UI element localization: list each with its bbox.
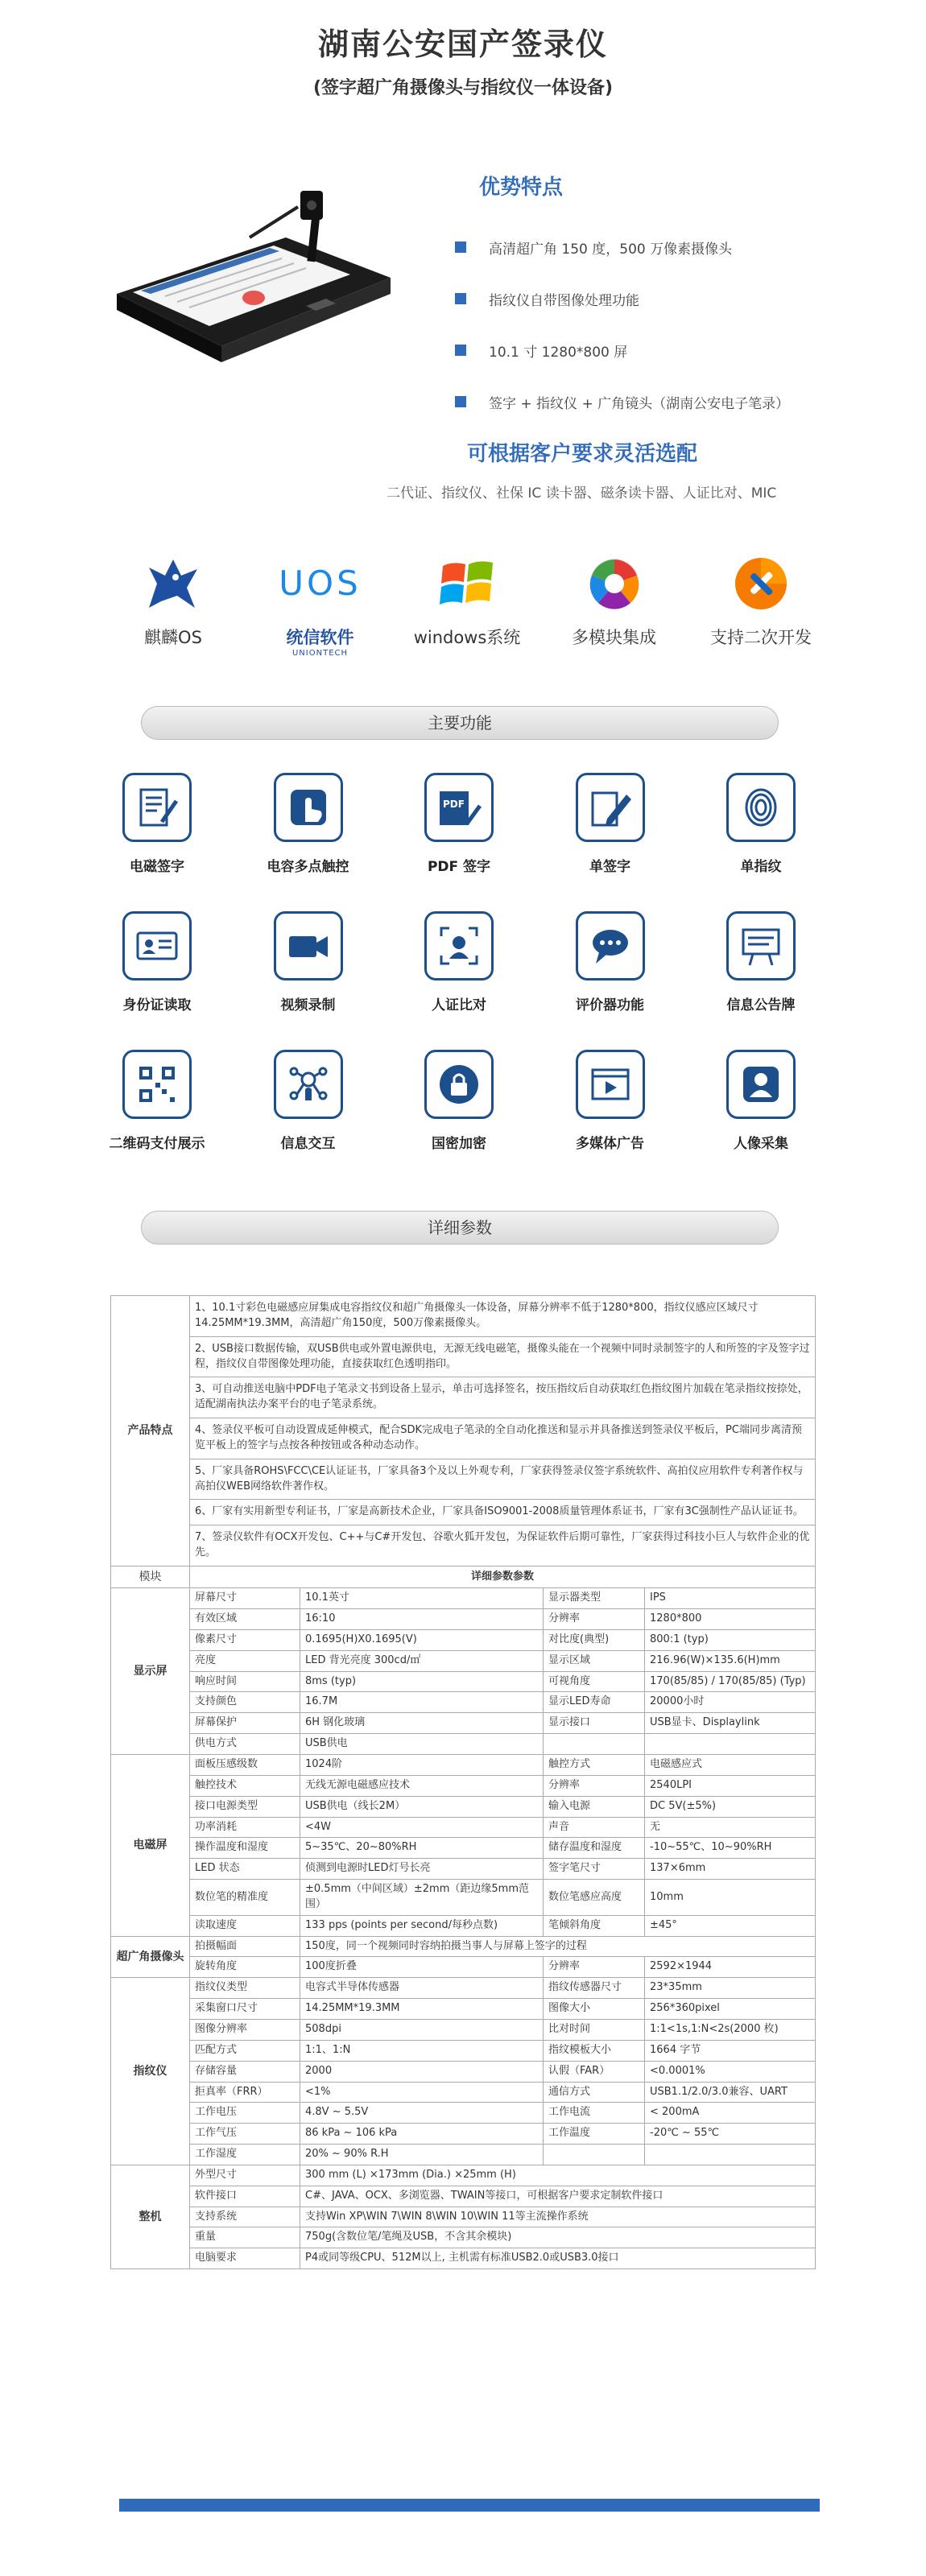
param-key-cell: 像素尺寸 bbox=[190, 1629, 300, 1650]
param-key-cell: 显示接口 bbox=[544, 1713, 645, 1734]
qr-code-icon bbox=[122, 1050, 192, 1119]
section-detail-params: 详细参数 bbox=[141, 1211, 779, 1245]
param-value-cell: 100度折叠 bbox=[300, 1957, 544, 1978]
table-row bbox=[111, 2061, 816, 2082]
table-row bbox=[111, 2165, 816, 2186]
param-value-cell: 23*35mm bbox=[645, 1978, 816, 1999]
param-key-cell: 支持颜色 bbox=[190, 1692, 300, 1713]
feature-item bbox=[399, 911, 519, 1050]
table-row bbox=[111, 1671, 816, 1692]
table-row bbox=[111, 1775, 816, 1796]
param-value-cell: 8ms (typ) bbox=[300, 1671, 544, 1692]
param-value-cell: 10.1英寸 bbox=[300, 1588, 544, 1609]
feature-text-cell: 6、厂家有实用新型专利证书，厂家是高新技术企业，厂家具备ISO9001-2008质量管理体系证书，厂家有3C强制性产品认证证书。 bbox=[190, 1500, 816, 1525]
category-cell: 产品特点 bbox=[111, 1296, 190, 1567]
param-value-cell: 4.8V ~ 5.5V bbox=[300, 2103, 544, 2124]
square-bullet-icon bbox=[455, 345, 466, 356]
os-label: windows系统 bbox=[413, 628, 521, 647]
table-row bbox=[111, 1629, 816, 1650]
table-row bbox=[111, 2040, 816, 2061]
feature-label: 视频录制 bbox=[280, 997, 336, 1013]
table-row bbox=[111, 2019, 816, 2040]
param-key-cell bbox=[544, 2145, 645, 2165]
pen-doc-icon bbox=[576, 773, 645, 842]
param-value-cell: <4W bbox=[300, 1817, 544, 1838]
feature-text-cell: 5、厂家具备ROHS\FCC\CE认证证书，厂家具备3个及以上外观专利，厂家获得签录仪签字系统软件、高拍仪应用软件专利著作权与高拍仪WEB网络软件著作权。 bbox=[190, 1459, 816, 1500]
param-value-cell: ±45° bbox=[645, 1915, 816, 1936]
feature-item bbox=[399, 773, 519, 911]
param-value-cell: 256*360pixel bbox=[645, 1999, 816, 2020]
param-key-cell: 对比度(典型) bbox=[544, 1629, 645, 1650]
feature-label: 国密加密 bbox=[432, 1136, 486, 1152]
param-value-cell: 支持Win XP\WIN 7\WIN 8\WIN 10\WIN 11等主流操作系统 bbox=[300, 2207, 816, 2227]
table-row bbox=[111, 1838, 816, 1859]
section-main-functions: 主要功能 bbox=[141, 706, 779, 740]
uos-company-text: 统信软件 bbox=[286, 628, 354, 647]
param-value-cell: 170(85/85) / 170(85/85) (Typ) bbox=[645, 1671, 816, 1692]
os-item-modules bbox=[546, 547, 683, 658]
dev-tools-logo-icon bbox=[692, 547, 829, 620]
table-row bbox=[111, 2207, 816, 2227]
param-key-cell: 软件接口 bbox=[190, 2186, 300, 2207]
param-value-cell: 300 mm (L) ×173mm (Dia.) ×25mm (H) bbox=[300, 2165, 816, 2186]
advantages-list bbox=[455, 221, 789, 427]
param-key-cell: 工作电压 bbox=[190, 2103, 300, 2124]
interaction-icon bbox=[274, 1050, 343, 1119]
advantage-item bbox=[455, 376, 789, 427]
detail-header-cell: 详细参数参数 bbox=[190, 1566, 816, 1587]
param-key-cell: 电脑要求 bbox=[190, 2248, 300, 2269]
param-value-cell: 无线无源电磁感应技术 bbox=[300, 1775, 544, 1796]
param-value-cell: 2592×1944 bbox=[645, 1957, 816, 1978]
advantage-item bbox=[455, 221, 789, 273]
table-row bbox=[111, 1999, 816, 2020]
table-row bbox=[111, 1796, 816, 1817]
table-row bbox=[111, 1755, 816, 1776]
uos-brand-text: UOS bbox=[279, 564, 362, 603]
table-row bbox=[111, 1713, 816, 1734]
device-illustration bbox=[109, 189, 399, 407]
param-key-cell: 触控方式 bbox=[544, 1755, 645, 1776]
param-key-cell: 指纹模板大小 bbox=[544, 2040, 645, 2061]
param-value-cell: IPS bbox=[645, 1588, 816, 1609]
table-row bbox=[111, 1459, 816, 1500]
os-item-kylin bbox=[105, 547, 242, 658]
param-key-cell: 功率消耗 bbox=[190, 1817, 300, 1838]
param-value-cell: 6H 钢化玻璃 bbox=[300, 1713, 544, 1734]
param-value-cell: 电磁感应式 bbox=[645, 1755, 816, 1776]
notice-board-icon bbox=[726, 911, 796, 980]
param-value-cell: 2000 bbox=[300, 2061, 544, 2082]
param-key-cell: 重量 bbox=[190, 2227, 300, 2248]
param-value-cell bbox=[645, 2145, 816, 2165]
id-card-icon bbox=[122, 911, 192, 980]
feature-text-cell: 4、签录仪平板可自动设置成延伸模式，配合SDK完成电子笔录的全自动化推送和显示并具备推送到签录仪平板后，PC端同步离清预览平板上的签字与点按各种按钮或各种动态动作。 bbox=[190, 1418, 816, 1459]
param-key-cell: 旋转角度 bbox=[190, 1957, 300, 1978]
param-key-cell: 拍摄幅面 bbox=[190, 1936, 300, 1957]
param-key-cell: 图像大小 bbox=[544, 1999, 645, 2020]
param-key-cell: 工作电流 bbox=[544, 2103, 645, 2124]
param-key-cell: 工作湿度 bbox=[190, 2145, 300, 2165]
param-key-cell: 工作气压 bbox=[190, 2124, 300, 2145]
param-key-cell: 通信方式 bbox=[544, 2082, 645, 2103]
table-row bbox=[111, 1734, 816, 1755]
features-row bbox=[97, 911, 821, 1050]
signature-doc-icon bbox=[122, 773, 192, 842]
advantage-text: 指纹仪自带图像处理功能 bbox=[489, 292, 639, 309]
param-value-cell: USB供电（线长2M） bbox=[300, 1796, 544, 1817]
param-value-cell: <0.0001% bbox=[645, 2061, 816, 2082]
param-value-cell: 508dpi bbox=[300, 2019, 544, 2040]
advantages-title: 优势特点 bbox=[479, 175, 564, 200]
os-item-dev bbox=[692, 547, 829, 658]
feature-label: 信息交互 bbox=[280, 1136, 336, 1152]
custom-options-title: 可根据客户要求灵活选配 bbox=[467, 442, 698, 466]
table-row bbox=[111, 2145, 816, 2165]
table-row bbox=[111, 1957, 816, 1978]
advantage-item bbox=[455, 324, 789, 376]
param-key-cell: 显示器类型 bbox=[544, 1588, 645, 1609]
table-row bbox=[111, 1936, 816, 1957]
param-key-cell: 亮度 bbox=[190, 1650, 300, 1671]
param-key-cell: 屏幕保护 bbox=[190, 1713, 300, 1734]
param-value-cell: 14.25MM*19.3MM bbox=[300, 1999, 544, 2020]
feature-label: 评价器功能 bbox=[576, 997, 644, 1013]
param-value-cell: USB供电 bbox=[300, 1734, 544, 1755]
windows-logo-icon bbox=[399, 547, 535, 620]
advantage-text: 10.1 寸 1280*800 屏 bbox=[489, 344, 628, 361]
fingerprint-icon bbox=[726, 773, 796, 842]
param-key-cell: 读取速度 bbox=[190, 1915, 300, 1936]
table-header-row bbox=[111, 1566, 816, 1587]
advantage-text: 高清超广角 150 度，500 万像素摄像头 bbox=[489, 241, 733, 258]
feature-label: 人像采集 bbox=[734, 1136, 788, 1152]
param-value-cell: 150度，同一个视频同时容纳拍摄当事人与屏幕上签字的过程 bbox=[300, 1936, 816, 1957]
kylin-logo-icon bbox=[105, 547, 242, 620]
param-value-cell: 电容式半导体传感器 bbox=[300, 1978, 544, 1999]
param-key-cell: 工作温度 bbox=[544, 2124, 645, 2145]
param-value-cell: 侦测到电源时LED灯号长亮 bbox=[300, 1859, 544, 1880]
feature-label: 身份证读取 bbox=[122, 997, 192, 1013]
svg-text:PDF: PDF bbox=[443, 799, 465, 810]
feature-item bbox=[399, 1050, 519, 1188]
param-value-cell: < 200mA bbox=[645, 2103, 816, 2124]
param-value-cell: 5~35℃、20~80%RH bbox=[300, 1838, 544, 1859]
os-item-uos bbox=[252, 547, 389, 658]
modules-logo-icon bbox=[546, 547, 683, 620]
category-cell: 指纹仪 bbox=[111, 1978, 190, 2165]
os-row bbox=[105, 547, 829, 658]
param-value-cell: 2540LPI bbox=[645, 1775, 816, 1796]
param-key-cell: 接口电源类型 bbox=[190, 1796, 300, 1817]
param-key-cell: 供电方式 bbox=[190, 1734, 300, 1755]
param-key-cell: 分辨率 bbox=[544, 1957, 645, 1978]
param-key-cell: 声音 bbox=[544, 1817, 645, 1838]
feature-label: PDF 签字 bbox=[427, 859, 491, 875]
square-bullet-icon bbox=[455, 396, 466, 407]
feature-item bbox=[550, 911, 671, 1050]
feature-item bbox=[248, 911, 369, 1050]
param-value-cell: 0.1695(H)X0.1695(V) bbox=[300, 1629, 544, 1650]
table-row bbox=[111, 1377, 816, 1418]
table-row bbox=[111, 1296, 816, 1337]
table-row bbox=[111, 1500, 816, 1525]
feature-label: 人证比对 bbox=[432, 997, 486, 1013]
features-row bbox=[97, 1050, 821, 1188]
category-cell: 显示屏 bbox=[111, 1588, 190, 1755]
uos-logo-icon bbox=[252, 547, 389, 620]
feature-label: 单签字 bbox=[589, 859, 630, 875]
param-key-cell: 输入电源 bbox=[544, 1796, 645, 1817]
os-label: 麒麟OS bbox=[144, 628, 202, 647]
feature-item bbox=[97, 1050, 217, 1188]
param-value-cell: USB显卡、Displaylink bbox=[645, 1713, 816, 1734]
param-key-cell: 分辨率 bbox=[544, 1775, 645, 1796]
feature-label: 二维码支付展示 bbox=[109, 1136, 205, 1152]
square-bullet-icon bbox=[455, 242, 466, 253]
param-key-cell: 响应时间 bbox=[190, 1671, 300, 1692]
param-key-cell: 拒真率（FRR） bbox=[190, 2082, 300, 2103]
table-row bbox=[111, 2227, 816, 2248]
param-key-cell: 分辨率 bbox=[544, 1609, 645, 1630]
uos-sub-text: UNIONTECH bbox=[291, 649, 349, 658]
param-value-cell: 16:10 bbox=[300, 1609, 544, 1630]
table-row bbox=[111, 1609, 816, 1630]
table-row bbox=[111, 2124, 816, 2145]
page-subtitle: (签字超广角摄像头与指纹仪一体设备) bbox=[312, 78, 614, 98]
feature-label: 电容多点触控 bbox=[267, 859, 349, 875]
feature-item bbox=[550, 1050, 671, 1188]
param-key-cell: 显示LED寿命 bbox=[544, 1692, 645, 1713]
param-key-cell: 图像分辨率 bbox=[190, 2019, 300, 2040]
param-value-cell: 16.7M bbox=[300, 1692, 544, 1713]
table-row bbox=[111, 1692, 816, 1713]
table-row bbox=[111, 1859, 816, 1880]
param-key-cell: LED 状态 bbox=[190, 1859, 300, 1880]
video-camera-icon bbox=[274, 911, 343, 980]
media-play-icon bbox=[576, 1050, 645, 1119]
os-label: 支持二次开发 bbox=[710, 628, 812, 647]
feature-item bbox=[97, 773, 217, 911]
param-key-cell: 显示区域 bbox=[544, 1650, 645, 1671]
param-value-cell: 216.96(W)×135.6(H)mm bbox=[645, 1650, 816, 1671]
touch-icon bbox=[274, 773, 343, 842]
category-cell: 整机 bbox=[111, 2165, 190, 2268]
param-value-cell: USB1.1/2.0/3.0兼容、UART bbox=[645, 2082, 816, 2103]
param-value-cell: 750g(含数位笔/笔绳及USB，不含其余模块) bbox=[300, 2227, 816, 2248]
param-key-cell: 笔倾斜角度 bbox=[544, 1915, 645, 1936]
param-key-cell: 屏幕尺寸 bbox=[190, 1588, 300, 1609]
feature-text-cell: 3、可自动推送电脑中PDF电子笔录文书到设备上显示，单击可选择签名，按压指纹后自动获取红色指纹图片加载在笔录指纹按捺处，适配湖南执法办案平台的电子笔录系统。 bbox=[190, 1377, 816, 1418]
pdf-icon bbox=[424, 773, 494, 842]
param-key-cell: 认假（FAR） bbox=[544, 2061, 645, 2082]
person-icon bbox=[726, 1050, 796, 1119]
param-value-cell: 800:1 (typ) bbox=[645, 1629, 816, 1650]
advantage-text: 签字 + 指纹仪 + 广角镜头（湖南公安电子笔录） bbox=[489, 395, 790, 412]
feature-label: 多媒体广告 bbox=[576, 1136, 644, 1152]
param-value-cell: 1:1<1s,1:N<2s(2000 枚) bbox=[645, 2019, 816, 2040]
os-item-windows bbox=[399, 547, 535, 658]
table-row bbox=[111, 1418, 816, 1459]
param-key-cell: 面板压感级数 bbox=[190, 1755, 300, 1776]
table-row bbox=[111, 1588, 816, 1609]
param-value-cell: <1% bbox=[300, 2082, 544, 2103]
table-row bbox=[111, 2248, 816, 2269]
face-compare-icon bbox=[424, 911, 494, 980]
param-value-cell: 20000小时 bbox=[645, 1692, 816, 1713]
param-key-cell: 外型尺寸 bbox=[190, 2165, 300, 2186]
table-row bbox=[111, 1525, 816, 1567]
param-value-cell: DC 5V(±5%) bbox=[645, 1796, 816, 1817]
page-title: 湖南公安国产签录仪 bbox=[317, 27, 608, 62]
param-key-cell: 指纹仪类型 bbox=[190, 1978, 300, 1999]
param-key-cell: 比对时间 bbox=[544, 2019, 645, 2040]
param-key-cell: 数位笔感应高度 bbox=[544, 1880, 645, 1916]
param-value-cell: C#、JAVA、OCX、多浏览器、TWAIN等接口，可根据客户要求定制软件接口 bbox=[300, 2186, 816, 2207]
param-value-cell: ±0.5mm（中间区域）±2mm（距边缘5mm范围） bbox=[300, 1880, 544, 1916]
feature-item bbox=[97, 911, 217, 1050]
param-value-cell: 20% ~ 90% R.H bbox=[300, 2145, 544, 2165]
param-value-cell: 1664 字节 bbox=[645, 2040, 816, 2061]
param-value-cell: 1024阶 bbox=[300, 1755, 544, 1776]
param-key-cell: 储存温度和湿度 bbox=[544, 1838, 645, 1859]
param-value-cell: 10mm bbox=[645, 1880, 816, 1916]
table-row bbox=[111, 2186, 816, 2207]
os-label bbox=[252, 625, 389, 658]
param-value-cell: 86 kPa ~ 106 kPa bbox=[300, 2124, 544, 2145]
param-value-cell: -20℃ ~ 55℃ bbox=[645, 2124, 816, 2145]
feature-item bbox=[701, 1050, 821, 1188]
feature-text-cell: 7、签录仪软件有OCX开发包、C++与C#开发包、谷歌火狐开发包，为保证软件后期可靠性，厂家获得过科技小巨人与软件企业的优先。 bbox=[190, 1525, 816, 1567]
custom-options-subtitle: 二代证、指纹仪、社保 IC 读卡器、磁条读卡器、人证比对、MIC bbox=[387, 485, 777, 502]
table-row bbox=[111, 2082, 816, 2103]
module-header-cell: 模块 bbox=[111, 1566, 190, 1587]
param-value-cell: 137×6mm bbox=[645, 1859, 816, 1880]
param-value-cell: 1:1、1:N bbox=[300, 2040, 544, 2061]
param-key-cell: 签字笔尺寸 bbox=[544, 1859, 645, 1880]
square-bullet-icon bbox=[455, 293, 466, 304]
features-row bbox=[97, 773, 821, 911]
param-key-cell: 支持系统 bbox=[190, 2207, 300, 2227]
spec-table bbox=[110, 1295, 816, 2269]
os-label: 多模块集成 bbox=[572, 628, 656, 647]
table-row bbox=[111, 1817, 816, 1838]
feature-text-cell: 1、10.1寸彩色电磁感应屏集成电容指纹仪和超广角摄像头一体设备，屏幕分辨率不低于1280*800，指纹仪感应区域尺寸14.25MM*19.3MM，高清超广角150度，500万像素摄像头。 bbox=[190, 1296, 816, 1337]
param-value-cell: P4或同等级CPU、512M以上, 主机需有标准USB2.0或USB3.0接口 bbox=[300, 2248, 816, 2269]
param-value-cell: LED 背光亮度 300cd/㎡ bbox=[300, 1650, 544, 1671]
param-key-cell: 数位笔的精准度 bbox=[190, 1880, 300, 1916]
feature-label: 信息公告牌 bbox=[726, 997, 796, 1013]
table-row bbox=[111, 1978, 816, 1999]
feature-label: 单指纹 bbox=[740, 859, 782, 875]
table-row bbox=[111, 1650, 816, 1671]
feature-label: 电磁签字 bbox=[130, 859, 184, 875]
feature-item bbox=[701, 911, 821, 1050]
category-cell: 电磁屏 bbox=[111, 1755, 190, 1937]
param-key-cell: 存储容量 bbox=[190, 2061, 300, 2082]
param-key-cell: 采集窗口尺寸 bbox=[190, 1999, 300, 2020]
feature-item bbox=[550, 773, 671, 911]
feature-text-cell: 2、USB接口数据传输，双USB供电或外置电源供电，无源无线电磁笔，摄像头能在一个视频中同时录制签字的人和所签的字及签字过程，指纹仪自带图像处理功能，直接获取红色透明指印。 bbox=[190, 1336, 816, 1377]
param-key-cell: 指纹传感器尺寸 bbox=[544, 1978, 645, 1999]
param-key-cell bbox=[544, 1734, 645, 1755]
chat-bubble-icon bbox=[576, 911, 645, 980]
param-value-cell: 133 pps (points per second/每秒点数) bbox=[300, 1915, 544, 1936]
feature-item bbox=[248, 1050, 369, 1188]
feature-item bbox=[248, 773, 369, 911]
features-grid bbox=[97, 773, 821, 1188]
param-key-cell: 可视角度 bbox=[544, 1671, 645, 1692]
table-row bbox=[111, 1880, 816, 1916]
table-row bbox=[111, 2103, 816, 2124]
param-value-cell: 无 bbox=[645, 1817, 816, 1838]
feature-item bbox=[701, 773, 821, 911]
footer-bar bbox=[119, 2499, 820, 2512]
param-value-cell: -10~55℃、10~90%RH bbox=[645, 1838, 816, 1859]
table-row bbox=[111, 1915, 816, 1936]
param-value-cell: 1280*800 bbox=[645, 1609, 816, 1630]
category-cell: 超广角摄像头 bbox=[111, 1936, 190, 1978]
param-key-cell: 操作温度和湿度 bbox=[190, 1838, 300, 1859]
param-key-cell: 触控技术 bbox=[190, 1775, 300, 1796]
table-row bbox=[111, 1336, 816, 1377]
advantage-item bbox=[455, 273, 789, 324]
param-key-cell: 有效区域 bbox=[190, 1609, 300, 1630]
param-value-cell bbox=[645, 1734, 816, 1755]
lock-icon bbox=[424, 1050, 494, 1119]
param-key-cell: 匹配方式 bbox=[190, 2040, 300, 2061]
